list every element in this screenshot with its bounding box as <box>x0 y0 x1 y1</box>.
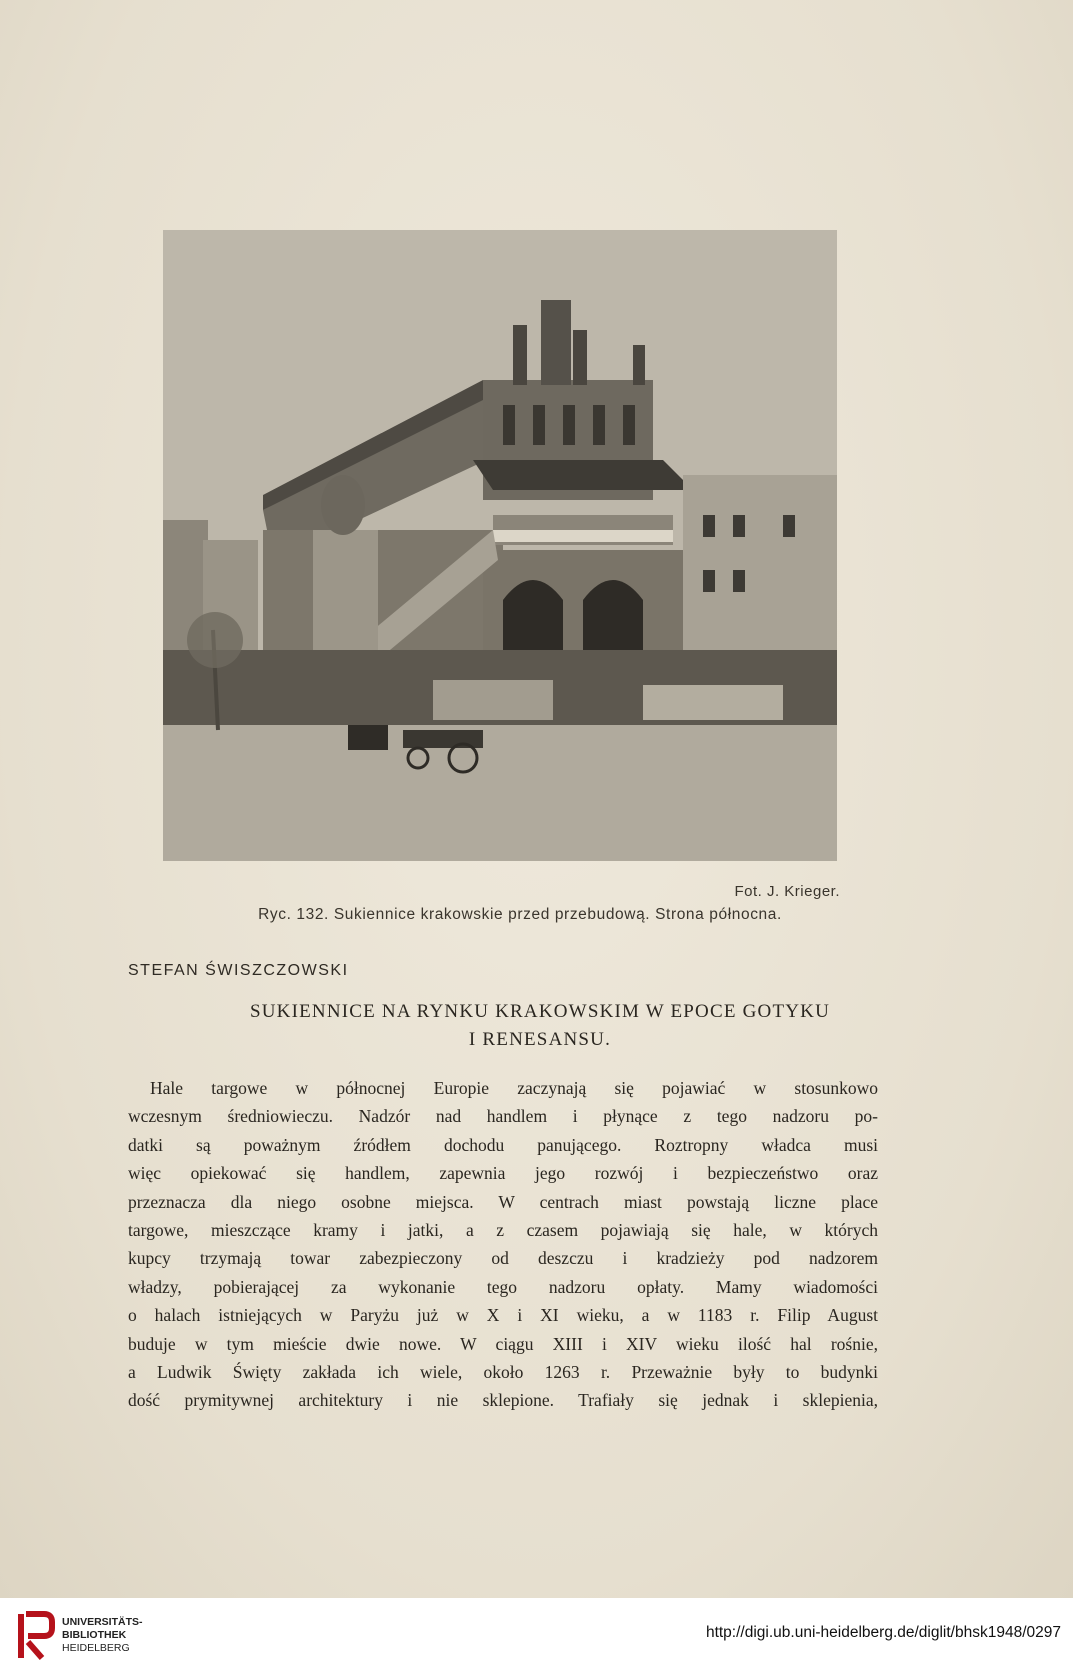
title-line-1: SUKIENNICE NA RYNKU KRAKOWSKIM W EPOCE GOTYKU <box>249 1001 831 1022</box>
body-line: a Ludwik Święty zakłada ich wiele, około 1263 r. Przeważnie były to budynki <box>128 1362 878 1383</box>
body-line: datki są poważnym źródłem dochodu panującego. Roztropny władca musi <box>128 1134 878 1155</box>
logo-line-3: HEIDELBERG <box>62 1642 130 1654</box>
photograph-cloth-hall <box>163 230 837 861</box>
body-line: buduje w tym mieście dwie nowe. W ciągu XIII i XIV wieku ilość hal rośnie, <box>128 1333 878 1354</box>
body-line: wczesnym średniowieczu. Nadzór nad handlem i płynące z tego nadzoru po- <box>128 1106 878 1127</box>
article-body <box>128 1074 878 1415</box>
body-line: władzy, pobierającej za wykonanie tego nadzoru opłaty. Mamy wiadomości <box>128 1276 878 1297</box>
body-line: Hale targowe w północnej Europie zaczynają się pojawiać w stosunkowo <box>150 1078 878 1098</box>
body-line: przeznacza dla niego osobne miejsca. W centrach miast powstają liczne place <box>128 1191 878 1212</box>
logo-line-2: BIBLIOTHEK <box>62 1629 127 1641</box>
title-line-2: I RENESANSU. <box>468 1029 612 1050</box>
logo-line-1: UNIVERSITÄTS- <box>62 1616 143 1628</box>
article-author: STEFAN ŚWISZCZOWSKI <box>128 962 349 979</box>
photo-credit: Fot. J. Krieger. <box>734 883 840 900</box>
body-line: kupcy trzymają towar zabezpieczony od deszczu i kradzieży pod nadzorem <box>128 1248 878 1269</box>
source-url-link[interactable]: http://digi.ub.uni-heidelberg.de/diglit/bhsk1948/0297 <box>705 1624 1061 1641</box>
figure-caption: Ryc. 132. Sukiennice krakowskie przed przebudową. Strona północna. <box>258 906 782 923</box>
library-logo-icon <box>14 1608 56 1664</box>
photograph-illustration <box>163 230 837 861</box>
library-footer <box>0 1598 1073 1675</box>
body-line: więc opiekować się handlem, zapewnia jego rozwój i bezpieczeństwo oraz <box>128 1163 878 1184</box>
body-line: o halach istniejących w Paryżu już w X i XI wieku, a w 1183 r. Filip August <box>128 1305 878 1326</box>
article-title <box>140 998 940 1054</box>
body-line: dość prymitywnej architektury i nie sklepione. Trafiały się jednak i sklepienia, <box>128 1390 878 1411</box>
library-logo-text <box>62 1616 143 1655</box>
body-line: targowe, mieszczące kramy i jatki, a z czasem pojawiają się hale, w których <box>128 1220 878 1241</box>
